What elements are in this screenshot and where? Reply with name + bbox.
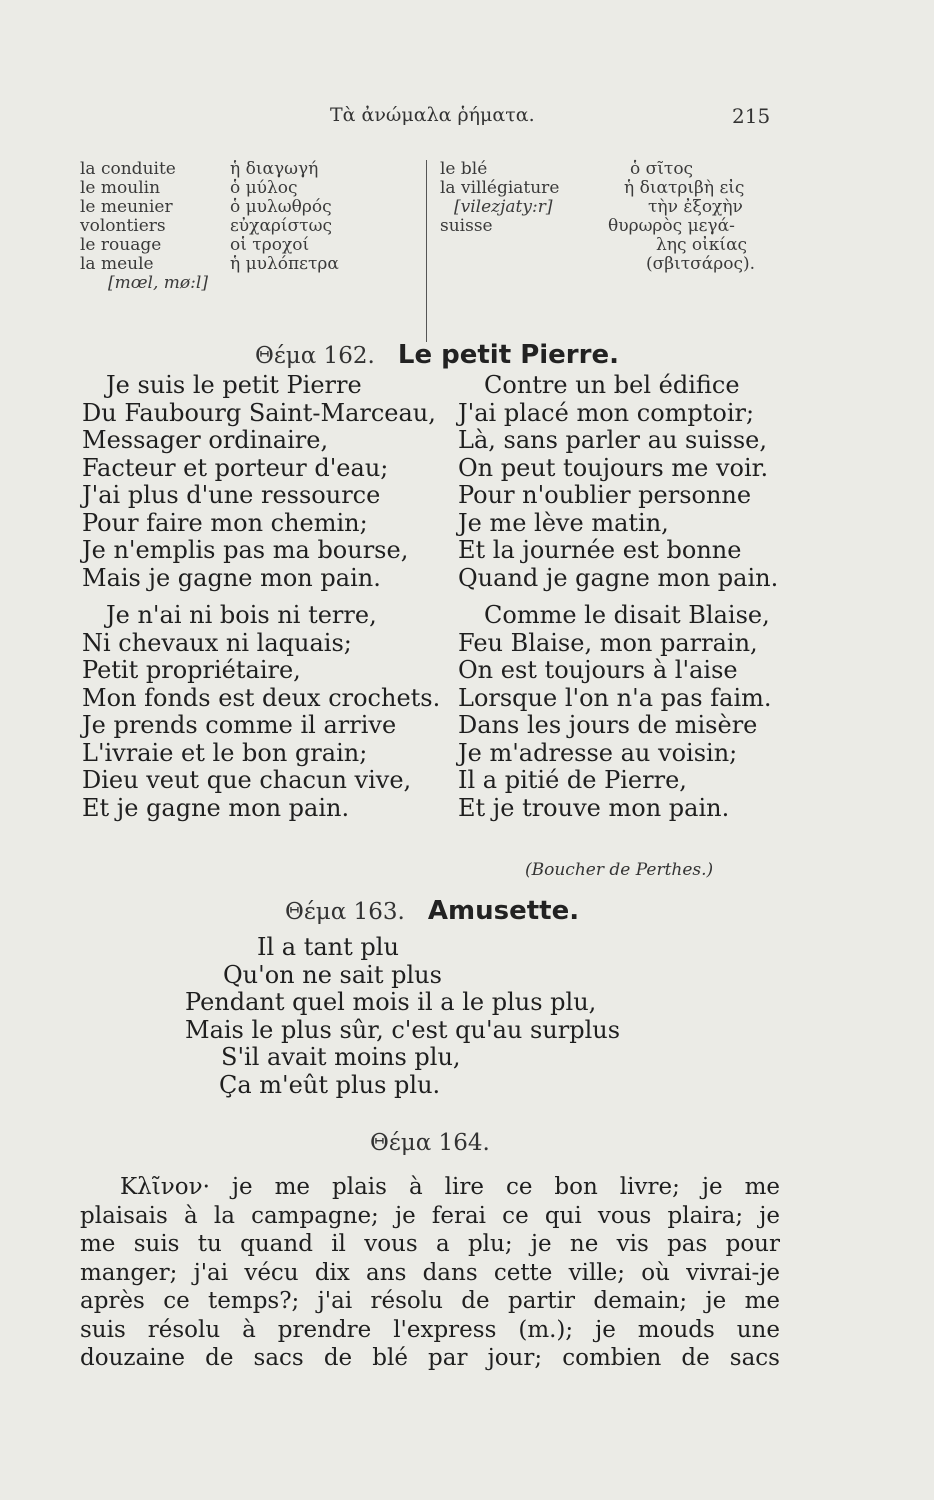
vocab-translation: τὴν ἐξοχὴν — [648, 197, 743, 217]
vocab-translation: οἱ τροχοί — [230, 235, 310, 255]
exercise-line: douzaine de sacs de blé par jour; combien de sacs — [80, 1345, 780, 1371]
poem-line: Pendant quel mois il a le plus plu, — [185, 988, 597, 1016]
vocab-col-greek-2 — [608, 160, 755, 274]
amusette-poem — [185, 934, 620, 1099]
poem-line: Ni chevaux ni laquais; — [82, 628, 352, 657]
theme-label: Θέμα 163. — [285, 899, 405, 925]
column-divider — [426, 160, 427, 342]
vocab-translation: ὁ σῖτος — [630, 159, 694, 179]
poem-line: Dans les jours de misère — [458, 711, 758, 739]
vocab-term: le meunier — [80, 197, 173, 217]
exercise-line: après ce temps?; j'ai résolu de partir demain; je me — [80, 1288, 780, 1314]
poem-line: Petit propriétaire, — [82, 656, 301, 684]
poem-line: Facteur et porteur d'eau; — [82, 453, 389, 482]
vocab-translation: θυρωρὸς μεγά- — [608, 216, 735, 236]
poem-line: Comme le disait Blaise, — [484, 601, 770, 629]
poem-attribution: (Boucher de Perthes.) — [525, 860, 714, 880]
theme-label: Θέμα 164. — [370, 1130, 490, 1156]
poem-line: Ça m'eût plus plu. — [219, 1070, 441, 1099]
vocab-translation: ὁ μύλος — [230, 178, 298, 198]
poem-line: Et je trouve mon pain. — [458, 793, 730, 822]
vocab-col-french-2 — [440, 160, 559, 236]
vocab-term: la villégiature — [440, 178, 560, 198]
poem-line: Feu Blaise, mon parrain, — [458, 628, 758, 657]
stanza — [82, 602, 440, 822]
vocab-term: la conduite — [80, 159, 176, 179]
poem-line: L'ivraie et le bon grain; — [82, 738, 368, 767]
vocab-term: le blé — [440, 159, 488, 179]
poem-title: Le petit Pierre. — [397, 340, 619, 370]
poem-line: Il a pitié de Pierre, — [458, 766, 687, 794]
vocab-translation: ὁ μυλωθρός — [230, 197, 332, 217]
poem-line: Il a tant plu — [257, 933, 399, 961]
poem-line: On peut toujours me voir. — [458, 453, 769, 482]
vocab-pronunciation: [vilezjaty:r] — [454, 197, 553, 217]
poem-line: Là, sans parler au suisse, — [458, 426, 767, 454]
vocabulary-table — [80, 160, 800, 342]
vocab-translation: (σβιτσάρος). — [646, 254, 756, 274]
theme-162-heading — [255, 340, 619, 370]
vocab-pronunciation: [mœl, mø:l] — [108, 273, 208, 293]
poem-line: Dieu veut que chacun vive, — [82, 766, 412, 794]
vocab-term: volontiers — [80, 216, 166, 236]
vocab-term: le moulin — [80, 178, 161, 198]
exercise-line: manger; j'ai vécu dix ans dans cette ville; où vivrai-je — [80, 1259, 780, 1286]
page-number: 215 — [732, 104, 771, 128]
poem-line: Messager ordinaire, — [82, 426, 329, 454]
vocab-translation: ἡ διαγωγή — [230, 159, 319, 179]
vocab-term: le rouage — [80, 235, 162, 255]
poem-line: Je m'adresse au voisin; — [458, 738, 738, 767]
poem-line: Pour n'oublier personne — [458, 481, 752, 509]
stanza — [458, 602, 778, 822]
vocab-col-french-1 — [80, 160, 208, 293]
exercise-line: me suis tu quand il vous a plu; je ne vis pas pour — [80, 1231, 780, 1257]
vocab-translation: εὐχαρίστως — [230, 216, 332, 236]
poem-line: Mais le plus sûr, c'est qu'au surplus — [185, 1015, 621, 1044]
poem-line: J'ai placé mon comptoir; — [458, 398, 755, 427]
poem-line: Lorsque l'on n'a pas faim. — [458, 683, 772, 712]
poem-line: Je suis le petit Pierre — [106, 371, 362, 399]
vocab-translation: λης οἰκίας — [656, 235, 748, 255]
vocab-col-greek-1 — [230, 160, 339, 274]
theme-label: Θέμα 162. — [255, 343, 375, 369]
poem-left-column — [82, 372, 440, 832]
exercise-text — [80, 1173, 780, 1373]
poem-line: Et la journée est bonne — [458, 536, 742, 564]
vocab-translation: ἡ διατριβὴ εἰς — [624, 178, 745, 198]
vocab-term: la meule — [80, 254, 154, 274]
poem-line: Mon fonds est deux crochets. — [82, 683, 441, 712]
exercise-line: plaisais à la campagne; je ferai ce qui vous plaira; je — [80, 1202, 780, 1229]
poem-line: Pour faire mon chemin; — [82, 508, 368, 537]
poem-line: Du Faubourg Saint-Marceau, — [82, 398, 436, 427]
poem-line: Quand je gagne mon pain. — [458, 563, 779, 592]
poem-line: Mais je gagne mon pain. — [82, 563, 381, 592]
vocab-term: suisse — [440, 216, 493, 236]
stanza — [458, 372, 778, 592]
poem-line: S'il avait moins plu, — [221, 1043, 461, 1071]
poem-title: Amusette. — [427, 896, 580, 926]
stanza — [82, 372, 440, 592]
theme-163-heading — [285, 896, 579, 926]
theme-164-heading — [370, 1130, 508, 1156]
poem-line: Je n'ai ni bois ni terre, — [106, 601, 377, 629]
poem-line: Qu'on ne sait plus — [223, 960, 442, 989]
poem-line: Je me lève matin, — [458, 508, 669, 537]
exercise-line: suis résolu à prendre l'express (m.); je mouds une — [80, 1316, 780, 1343]
poem-line: Je n'emplis pas ma bourse, — [82, 536, 409, 564]
exercise-line: Κλῖνον· je me plais à lire ce bon livre; je me — [120, 1174, 780, 1200]
poem-line: Je prends comme il arrive — [82, 711, 397, 739]
vocab-translation: ἡ μυλόπετρα — [230, 254, 339, 274]
poem-line: J'ai plus d'une ressource — [82, 481, 381, 509]
poem-line: On est toujours à l'aise — [458, 656, 738, 684]
poem-line: Et je gagne mon pain. — [82, 793, 350, 822]
poem-line: Contre un bel édifice — [484, 371, 740, 399]
poem-right-column — [458, 372, 778, 832]
running-title: Τὰ ἀνώμαλα ῥήματα. — [330, 104, 535, 126]
